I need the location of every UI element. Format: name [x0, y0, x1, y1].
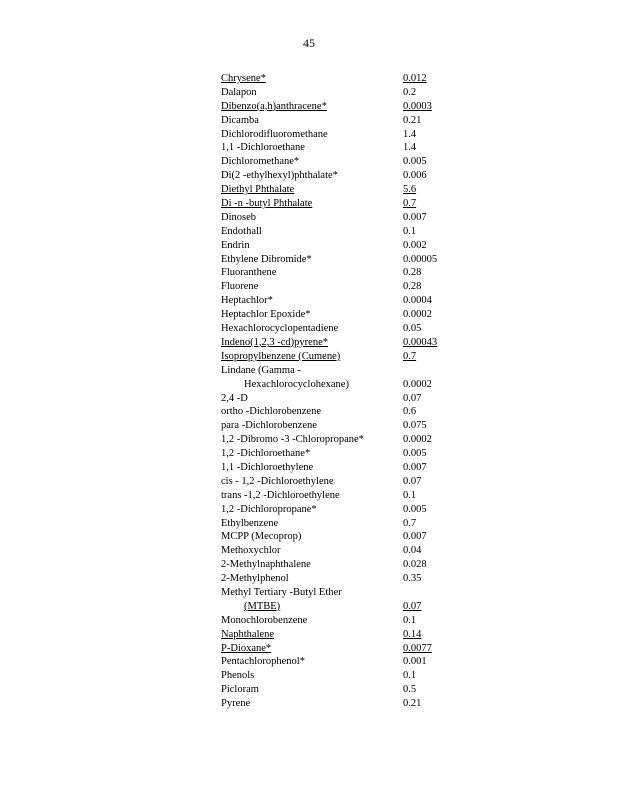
- contaminant-name: Heptachlor Epoxide*: [221, 309, 311, 321]
- table-row: [221, 517, 451, 531]
- table-row: [221, 419, 451, 433]
- table-row: [221, 322, 451, 336]
- table-row: [221, 461, 451, 475]
- contaminant-name: Pyrene: [221, 698, 251, 710]
- contaminant-name: 1,2 -Dichloroethane*: [221, 448, 311, 460]
- contaminant-value: 0.21: [403, 698, 422, 710]
- table-row: [221, 280, 451, 294]
- contaminant-value: 0.005: [403, 156, 427, 168]
- contaminant-value: 0.7: [403, 517, 417, 529]
- page-number: 45: [303, 36, 315, 50]
- contaminant-value: 0.028: [403, 559, 427, 571]
- contaminant-name: Dichlorodifluoromethane: [221, 128, 328, 140]
- contaminant-value: 0.1: [403, 225, 417, 237]
- contaminant-value: 0.0004: [403, 295, 432, 307]
- contaminant-name: 2-Methylphenol: [221, 573, 289, 585]
- contaminant-value: 0.28: [403, 267, 422, 279]
- contaminant-value: 0.04: [403, 545, 422, 557]
- contaminant-name: MCPP (Mecoprop): [221, 531, 302, 543]
- table-row: [221, 433, 451, 447]
- contaminant-name: Dalapon: [221, 86, 257, 98]
- contaminant-value: 0.00043: [403, 336, 438, 348]
- contaminant-name: Ethylbenzene: [221, 517, 279, 529]
- contaminant-value: 0.005: [403, 448, 427, 460]
- table-row: [221, 266, 451, 280]
- contaminant-value: 0.05: [403, 323, 422, 335]
- contaminant-value: 1.4: [403, 142, 417, 154]
- contaminant-name: Methoxychlor: [221, 545, 281, 557]
- contaminant-name: Naphthalene: [221, 628, 275, 640]
- contaminant-value: 0.002: [403, 239, 427, 251]
- contaminant-value: 0.07: [403, 392, 422, 404]
- table-row: [221, 447, 451, 461]
- contaminant-value: 0.28: [403, 281, 422, 293]
- table-row: [221, 475, 451, 489]
- contaminant-value: 0.001: [403, 656, 427, 668]
- table-row: [221, 239, 451, 253]
- table-row: [221, 197, 451, 211]
- contaminant-name: Monochlorobenzene: [221, 614, 308, 626]
- table-row: [221, 405, 451, 419]
- table-row: [221, 697, 451, 711]
- contaminant-value: 0.0002: [403, 434, 432, 446]
- contaminant-name: Diethyl Phthalate: [221, 184, 295, 196]
- contaminant-name-line2: (MTBE): [244, 600, 281, 612]
- table-row: [221, 336, 451, 350]
- table-row: [221, 530, 451, 544]
- table-row: [221, 558, 451, 572]
- contaminant-value: 0.1: [403, 670, 417, 682]
- table-row: [221, 308, 451, 322]
- contaminant-value: 0.007: [403, 211, 427, 223]
- contaminant-value: 0.0002: [403, 378, 432, 390]
- table-row: [221, 572, 451, 586]
- table-row: [221, 683, 451, 697]
- contaminant-name: cis - 1,2 -Dichloroethylene: [221, 475, 334, 487]
- table-row: [221, 489, 451, 503]
- contaminant-value: 0.6: [403, 406, 417, 418]
- contaminant-value: 0.007: [403, 531, 427, 543]
- table-row: [221, 364, 451, 392]
- table-row: [221, 253, 451, 267]
- table-row: [221, 628, 451, 642]
- contaminant-value: 0.007: [403, 461, 427, 473]
- contaminant-name: Dinoseb: [221, 211, 256, 223]
- contaminant-name: Ethylene Dibromide*: [221, 253, 312, 265]
- contaminant-value: 0.075: [403, 420, 427, 432]
- table-row: [221, 655, 451, 669]
- contaminant-name: 1,2 -Dichloropropane*: [221, 503, 317, 515]
- contaminant-value: 0.1: [403, 489, 417, 501]
- contaminant-name: Picloram: [221, 684, 259, 696]
- contaminant-name: Endothall: [221, 225, 262, 237]
- contaminant-value: 0.0077: [403, 642, 432, 654]
- contaminant-name: Dichloromethane*: [221, 156, 300, 168]
- contaminant-name: Di -n -butyl Phthalate: [221, 198, 313, 210]
- contaminant-name: Indeno(1,2,3 -cd)pyrene*: [221, 336, 328, 348]
- contaminant-value: 0.1: [403, 614, 417, 626]
- contaminant-value: 0.7: [403, 350, 417, 362]
- contaminant-name: 2-Methylnaphthalene: [221, 559, 311, 571]
- table-row: [221, 114, 451, 128]
- contaminant-name: P-Dioxane*: [221, 642, 272, 654]
- table-row: [221, 294, 451, 308]
- table-row: [221, 211, 451, 225]
- table-row: [221, 100, 451, 114]
- table-row: [221, 128, 451, 142]
- contaminant-name: Endrin: [221, 239, 250, 251]
- contaminant-name: Hexachlorocyclopentadiene: [221, 323, 339, 335]
- contaminant-name: [221, 586, 342, 614]
- contaminant-name: Heptachlor*: [221, 295, 273, 307]
- contaminant-name: Fluoranthene: [221, 267, 277, 279]
- contaminant-name: para -Dichlorobenzene: [221, 420, 317, 432]
- table-row: [221, 669, 451, 683]
- table-row: [221, 225, 451, 239]
- contaminant-value: 5.6: [403, 184, 417, 196]
- contaminant-name: Chrysene*: [221, 73, 266, 84]
- contaminant-value: 0.5: [403, 684, 417, 696]
- contaminant-value: 0.005: [403, 503, 427, 515]
- contaminant-name-line1: Lindane (Gamma -: [221, 364, 301, 376]
- table-row: [221, 183, 451, 197]
- table-row: [221, 614, 451, 628]
- contaminant-name: Dicamba: [221, 114, 259, 126]
- table-row: [221, 155, 451, 169]
- contaminant-name: Pentachlorophenol*: [221, 656, 305, 668]
- table-row: [221, 86, 451, 100]
- contaminant-name: trans -1,2 -Dichloroethylene: [221, 489, 340, 501]
- contaminant-name: Fluorene: [221, 281, 259, 293]
- contaminant-name: 1,1 -Dichloroethane: [221, 142, 305, 154]
- contaminant-name: Isopropylbenzene (Cumene): [221, 350, 341, 362]
- contaminant-name: Di(2 -ethylhexyl)phthalate*: [221, 170, 338, 182]
- contaminant-value: 0.14: [403, 628, 422, 640]
- contaminant-name: 2,4 -D: [221, 392, 248, 404]
- contaminant-value: 0.07: [403, 475, 422, 487]
- contaminant-name: Phenols: [221, 670, 255, 682]
- contaminant-name: 1,1 -Dichloroethylene: [221, 461, 314, 473]
- contaminant-name-line2: Hexachlorocyclohexane): [244, 378, 349, 390]
- contaminant-value: 0.012: [403, 73, 427, 84]
- contaminant-value: 0.35: [403, 573, 422, 585]
- contaminant-value: 0.07: [403, 600, 422, 612]
- table-row: [221, 72, 451, 86]
- contaminant-value: 1.4: [403, 128, 417, 140]
- contaminant-name: 1,2 -Dibromo -3 -Chloropropane*: [221, 434, 364, 446]
- contaminant-name: [221, 364, 349, 392]
- table-row: [221, 586, 451, 614]
- contaminant-value: 0.21: [403, 114, 422, 126]
- contaminant-value: 0.2: [403, 86, 417, 98]
- table-row: [221, 642, 451, 656]
- contaminant-value: 0.0003: [403, 100, 432, 112]
- contaminant-value: 0.7: [403, 198, 417, 210]
- contaminant-table: [221, 72, 451, 711]
- table-row: [221, 392, 451, 406]
- contaminant-name-line1: Methyl Tertiary -Butyl Ether: [221, 586, 342, 598]
- contaminant-value: 0.00005: [403, 253, 438, 265]
- contaminant-name: ortho -Dichlorobenzene: [221, 406, 322, 418]
- table-row: [221, 169, 451, 183]
- table-row: [221, 544, 451, 558]
- table-row: [221, 503, 451, 517]
- table-row: [221, 350, 451, 364]
- contaminant-name: Dibenzo(a,h)anthracene*: [221, 100, 327, 112]
- table-row: [221, 141, 451, 155]
- contaminant-value: 0.006: [403, 170, 427, 182]
- contaminant-value: 0.0002: [403, 309, 432, 321]
